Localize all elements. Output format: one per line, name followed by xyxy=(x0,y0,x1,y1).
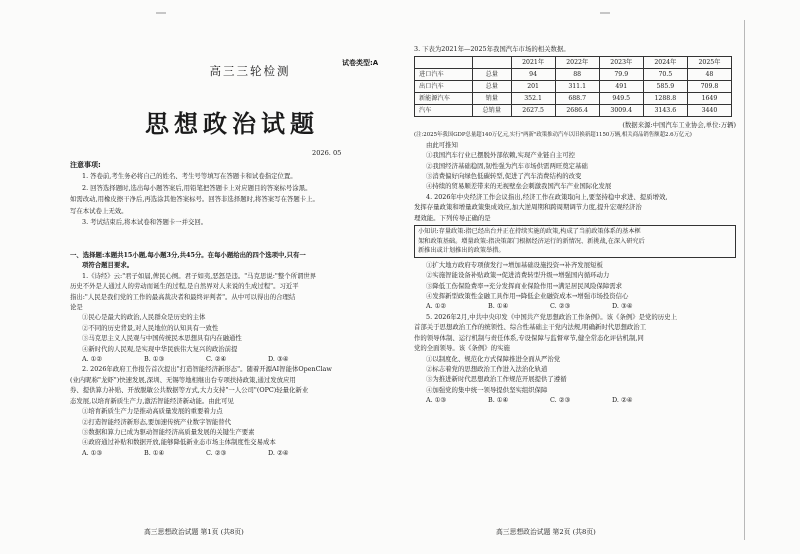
question-1-line: 历史不外是人通过人的劳动而诞生的过程,是自然界对人来说的生成过程"。习近平 xyxy=(70,282,299,291)
table-header-cell: 2022年 xyxy=(555,57,599,69)
notice-line: 3. 考试结束后,将本试卷和答题卡一并交回。 xyxy=(82,218,208,227)
table-cell: 总量 xyxy=(473,81,512,93)
table-row xyxy=(415,93,732,105)
option-item: ②标志着党的思想政治工作进入法治化轨道 xyxy=(426,364,548,373)
question-5-line: 党的全面领导。该《条例》的实施 xyxy=(414,344,510,353)
question-3-stem: 由此可推知 xyxy=(426,140,458,149)
section-heading: 一、选择题:本题共15小题,每小题3分,共45分。在每小题给出的四个选项中,只有一 xyxy=(70,251,306,259)
answer-choices xyxy=(70,354,392,364)
table-cell: 3143.6 xyxy=(643,105,687,117)
choice-d: D. ②④ xyxy=(268,448,289,457)
option-item: ③数据和算力已成为驱动智能经济高质量发展的关键生产要素 xyxy=(82,427,255,436)
question-5-line: 作的领导体制、运行机制与责任体系,专设保障与监督章节,健全常态化评估机制,同 xyxy=(414,333,644,342)
question-5-line: 5. 2026年2月,中共中央印发《中国共产党思想政治工作条例》。该《条例》是党的历史上 xyxy=(426,312,677,321)
table-header-cell: 2021年 xyxy=(511,57,555,69)
choice-a: A. ①② xyxy=(82,355,103,364)
answer-choices xyxy=(414,395,736,405)
choice-c: C. ②③ xyxy=(550,302,571,311)
option-item: ④新时代的人民观,是实现中华民族伟大复兴的政治前提 xyxy=(82,344,238,353)
note-line: 新推出或计划推出的政策举措。 xyxy=(418,247,505,255)
question-2-line: 2. 2026年政府工作报告首次提出"打造智能经济新形态"。随着开源AI智能体OpenClaw xyxy=(82,365,332,374)
table-cell: 进口汽车 xyxy=(415,69,473,81)
section-heading: 项符合题目要求。 xyxy=(82,261,134,270)
table-cell: 352.1 xyxy=(511,93,555,105)
notice-title: 注意事项: xyxy=(70,161,101,169)
option-item: ③为推进新时代思想政治工作规范开展提供了遵循 xyxy=(426,375,567,384)
choice-b: B. ①④ xyxy=(488,302,509,311)
choice-a: A. ①③ xyxy=(426,396,447,405)
option-item: ②我国经济基础稳固,韧性强为汽车市场供需两旺奠定基础 xyxy=(426,161,588,170)
table-cell: 88 xyxy=(555,69,599,81)
option-item: ④持续的贸易顺差带来的无视壁垒会刺激我国汽车产业国际化发展 xyxy=(426,182,612,191)
question-1-line: 指出:"人民是我们党的工作的最高裁决者和最终评判者"。从中可以得出的合理结 xyxy=(70,292,296,301)
option-item: ①以制度化、规范化方式保障推进全面从严治党 xyxy=(426,354,561,363)
table-cell: 1649 xyxy=(687,93,731,105)
choice-b: B. ①④ xyxy=(488,396,509,405)
choice-a: A. ①② xyxy=(426,302,447,311)
exam-type-label: 试卷类型:A xyxy=(342,59,379,67)
answer-choices xyxy=(414,301,736,311)
table-cell: 总销量 xyxy=(473,105,512,117)
choice-b: B. ①③ xyxy=(144,355,165,364)
table-row xyxy=(415,81,732,93)
notice-line: 2. 回答选择题时,选出每小题答案后,用铅笔把答题卡上对应题目的答案标号涂黑。 xyxy=(82,183,312,192)
option-item: ③马克思主义人民观与中国传统民本思想具有内在融通性 xyxy=(82,334,242,343)
choice-c: C. ②④ xyxy=(206,355,227,364)
question-1-line: 论是 xyxy=(70,303,83,312)
staple-mark xyxy=(156,12,166,14)
section-block xyxy=(70,250,392,458)
question-5-line: 首部关于思想政治工作的统领性、综合性基础主干党内法规,明确新时代思想政治工 xyxy=(414,323,647,332)
option-item: ④加强党的集中统一领导提供坚实组织保障 xyxy=(426,385,548,394)
option-item: ④政府通过补贴和数据开放,能够降低新业态市场主体制度性交易成本 xyxy=(82,438,276,447)
notice-block xyxy=(70,160,392,228)
choice-c: C. ②③ xyxy=(550,396,571,405)
table-cell: 销量 xyxy=(473,93,512,105)
option-item: ②不同的历史背景,对人民地位的认知具有一致性 xyxy=(82,323,219,332)
table-row xyxy=(415,69,732,81)
table-note: (注:2025年我国GDP总量超140万亿元,实行"两新"政策推动汽车以旧换新超1150万辆,相关商品销售额超2.6万亿元) xyxy=(414,131,692,138)
question-3-title: 3. 下表为2021年—2025年我国汽车市场的相关数据。 xyxy=(414,45,570,53)
choice-b: B. ①④ xyxy=(144,448,165,457)
page-footer: 高三思想政治试题 第2页 (共8页) xyxy=(496,528,596,536)
table-cell: 79.9 xyxy=(599,69,643,81)
table-cell: 3009.4 xyxy=(599,105,643,117)
table-source: (数据来源:中国汽车工业协会,单位:万辆) xyxy=(622,121,736,130)
table-header-cell xyxy=(473,57,512,69)
table-header-cell xyxy=(415,57,473,69)
table-cell: 311.1 xyxy=(555,81,599,93)
choice-d: D. ③④ xyxy=(268,355,289,364)
question-2-line: 券、提供算力补贴、开放脱敏公共数据等方式,大力支持"一人公司"(OPC)轻量化新业 xyxy=(70,386,309,395)
notice-line: 写在本试卷上无效。 xyxy=(70,206,128,215)
option-item: ①民心是最大的政治,人民群众是历史的主体 xyxy=(82,313,206,322)
table-row xyxy=(415,105,732,117)
table-cell: 总量 xyxy=(473,69,512,81)
table-cell: 688.7 xyxy=(555,93,599,105)
table-cell: 出口汽车 xyxy=(415,81,473,93)
choice-a: A. ①③ xyxy=(82,448,103,457)
option-item: ②打造智能经济新形态,要加速传统产业数字智能替代 xyxy=(82,417,232,426)
table-cell: 3440 xyxy=(687,105,731,117)
question-1-line: 1.《诗经》云:"君子如届,俾民心阕。君子如夷,恶怒是违。"马克思说:"整个所谓世界 xyxy=(82,271,317,280)
table-cell: 491 xyxy=(599,81,643,93)
choice-c: C. ②③ xyxy=(206,448,227,457)
round-title: 高三三轮检测 xyxy=(209,64,291,78)
page-footer: 高三思想政治试题 第1页 (共8页) xyxy=(144,528,244,536)
table-header-cell: 2023年 xyxy=(599,57,643,69)
option-item: ③消费偏好向绿色低碳转型,促进了汽车消费结构的改变 xyxy=(426,172,582,181)
option-item: ①我国汽车行业已摆脱外部依赖,实现产业链自主可控 xyxy=(426,151,576,160)
table-cell: 201 xyxy=(511,81,555,93)
question-4-line: 发挥存量政策和增量政策集成效应,加大逆周期和跨周期调节力度,提升宏观经济治 xyxy=(414,203,642,212)
choice-d: D. ②④ xyxy=(612,396,633,405)
option-item: ③降低工伤保险费率→充分发挥商业保险作用→满足居民风险保障需求 xyxy=(426,281,623,290)
table-cell: 48 xyxy=(687,69,731,81)
table-cell: 709.8 xyxy=(687,81,731,93)
question-4-line: 理效能。下列传导正确的是 xyxy=(414,213,491,222)
table-cell: 新能源汽车 xyxy=(415,93,473,105)
table-header-cell: 2024年 xyxy=(643,57,687,69)
notice-line: 如需改动,用橡皮擦干净后,再选涂其他答案标号。回答非选择题时,将答案写在答题卡上。 xyxy=(70,195,319,204)
option-item: ①扩大地方政府专项债发行→增加基础设施投资→补齐发展短板 xyxy=(426,260,603,269)
car-market-table xyxy=(414,56,732,117)
knowledge-note-box xyxy=(414,225,736,258)
table-cell: 1288.8 xyxy=(643,93,687,105)
answer-choices xyxy=(70,448,392,458)
table-cell: 2627.5 xyxy=(511,105,555,117)
table-header-cell: 2025年 xyxy=(687,57,731,69)
option-item: ①培育新质生产力是推动高质量发展的重要着力点 xyxy=(82,407,223,416)
table-cell: 70.5 xyxy=(643,69,687,81)
question-2-line: 态发展,以培育新质生产力,激活智能经济新动能。由此可见 xyxy=(70,396,234,405)
table-cell: 585.9 xyxy=(643,81,687,93)
page-edge xyxy=(744,20,745,540)
table-header-row xyxy=(415,57,732,69)
question-2-line: (业内昵称"龙虾")快速发展,深圳、无锡等地相继出台专项扶持政策,通过发放应用 xyxy=(70,375,296,384)
staple-mark xyxy=(600,12,610,14)
table-cell: 汽车 xyxy=(415,105,473,117)
exam-date: 2026. 05 xyxy=(312,149,342,157)
table-cell: 2686.4 xyxy=(555,105,599,117)
option-item: ④发挥新型政策性金融工具作用→降低企业融资成本→增强市场投资信心 xyxy=(426,292,629,301)
question-4-line: 4. 2026年中央经济工作会议指出,经济工作在政策取向上,要坚持稳中求进、提质增效, xyxy=(426,192,668,201)
notice-line: 1. 答卷前,考生务必将自己的姓名、考生号等填写在答题卡和试卷指定位置。 xyxy=(82,172,297,181)
option-item: ②实施智能设备补贴政策→促进消费转型升级→增强国内循环动力 xyxy=(426,271,610,280)
note-line: 小知识:存量政策:指已经出台并正在持续实施的政策,构成了当前政策体系的基本框 xyxy=(418,228,641,236)
note-line: 架和政策基础。增量政策:指决策部门根据经济运行的新情况、新挑战,在深入研究后 xyxy=(418,237,645,245)
right-column xyxy=(414,44,736,406)
table-cell: 949.5 xyxy=(599,93,643,105)
page-title: 思想政治试题 xyxy=(145,109,319,138)
table-cell: 94 xyxy=(511,69,555,81)
choice-d: D. ③④ xyxy=(612,302,633,311)
